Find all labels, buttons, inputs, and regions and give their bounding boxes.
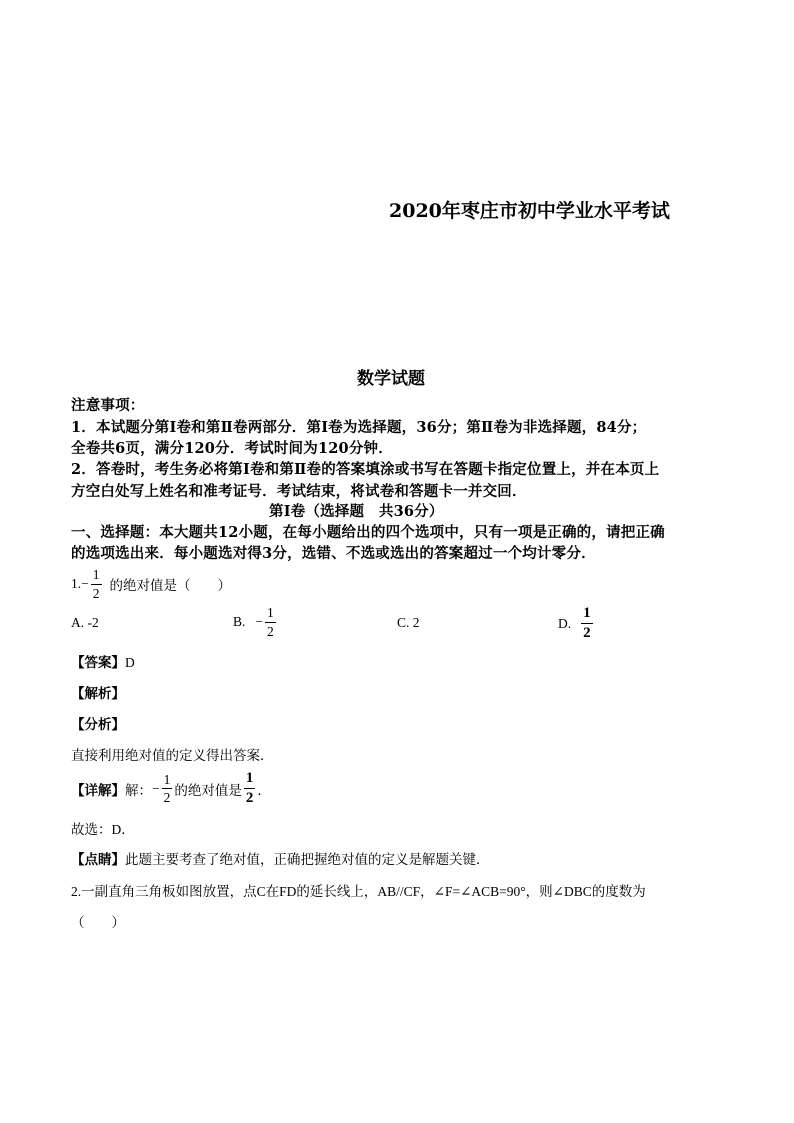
option-c: C. 2 [397,615,420,630]
detail-prefix: 解： [125,782,152,798]
fraction [91,568,102,600]
tip-line [71,848,490,868]
option-b [233,606,278,638]
fraction-numerator: 1 [163,771,171,787]
fraction-denominator: 2 [267,623,274,639]
notes-item2-line2: 方空白处写上姓名和准考证号．考试结束，将试卷和答题卡一并交回． [71,483,527,500]
notes-item2-line1: 2．答卷时，考生务必将第Ⅰ卷和第Ⅱ卷的答案填涂或书写在答题卡指定位置上，并在本页上 [71,461,660,478]
fraction [244,771,256,806]
answer-value: D [125,655,135,670]
option-d-label: D. [558,615,572,631]
fraction-denominator: 2 [163,790,171,805]
question-number: 1. [71,576,82,591]
detail-line [71,771,271,806]
detail-end: ． [257,782,271,798]
answer-tag: 【答案】 [71,655,125,670]
breakdown-tag: 【分析】 [71,717,125,732]
fraction-numerator: 1 [245,770,254,786]
detail-tag: 【详解】 [71,782,125,798]
breakdown-text: 直接利用绝对值的定义得出答案． [71,748,274,763]
notes-heading: 注意事项： [71,397,145,414]
exam-title: 2020年枣庄市初中学业水平考试 [389,200,670,222]
option-b-label: B. [233,614,246,629]
fraction-denominator: 2 [92,585,100,601]
notes-item1-line2: 全卷共6页，满分120分．考试时间为120分钟． [71,440,393,457]
question-2-line2: （ ） [71,915,125,930]
section-instruction-line1: 一、选择题：本大题共12小题，在每小题给出的四个选项中，只有一项是正确的，请把正确 [71,524,665,541]
fraction-numerator: 1 [583,605,591,621]
fraction [162,773,173,805]
fraction-denominator: 2 [583,625,591,641]
question-1-stem [71,568,231,600]
minus-sign: − [152,780,160,796]
tip-tag: 【点睛】 [71,852,125,867]
section-instruction-line2: 的选项选出来．每小题选对得3分，选错、不选或选出的答案超过一个均计零分． [71,545,596,562]
minus-sign: − [255,614,264,629]
fraction-numerator: 1 [92,567,100,582]
section-header: 第Ⅰ卷（选择题 共36分） [269,503,444,520]
tip-text: 此题主要考查了绝对值，正确把握绝对值的定义是解题关键． [125,852,490,867]
question-2-line1: 2.一副直角三角板如图放置，点C在FD的延长线上，AB//CF，∠F=∠ACB=90°，则∠DBC的度数为 [71,884,646,899]
question-text: 的绝对值是（ ） [109,578,231,593]
choose-line: 故选：D． [71,822,135,837]
analysis-tag: 【解析】 [71,686,125,701]
detail-mid: 的绝对值是 [174,782,242,798]
exam-subtitle: 数学试题 [357,369,425,389]
fraction-numerator: 1 [267,605,274,620]
fraction-denominator: 2 [245,790,254,806]
answer-line [71,651,135,671]
fraction [581,606,593,641]
fraction [265,606,276,638]
option-a: A. -2 [71,615,99,630]
minus-sign: − [81,576,89,591]
notes-item1-line1: 1．本试题分第Ⅰ卷和第Ⅱ卷两部分．第Ⅰ卷为选择题，36分；第Ⅱ卷为非选择题，84分； [71,419,647,436]
option-d [558,606,595,641]
